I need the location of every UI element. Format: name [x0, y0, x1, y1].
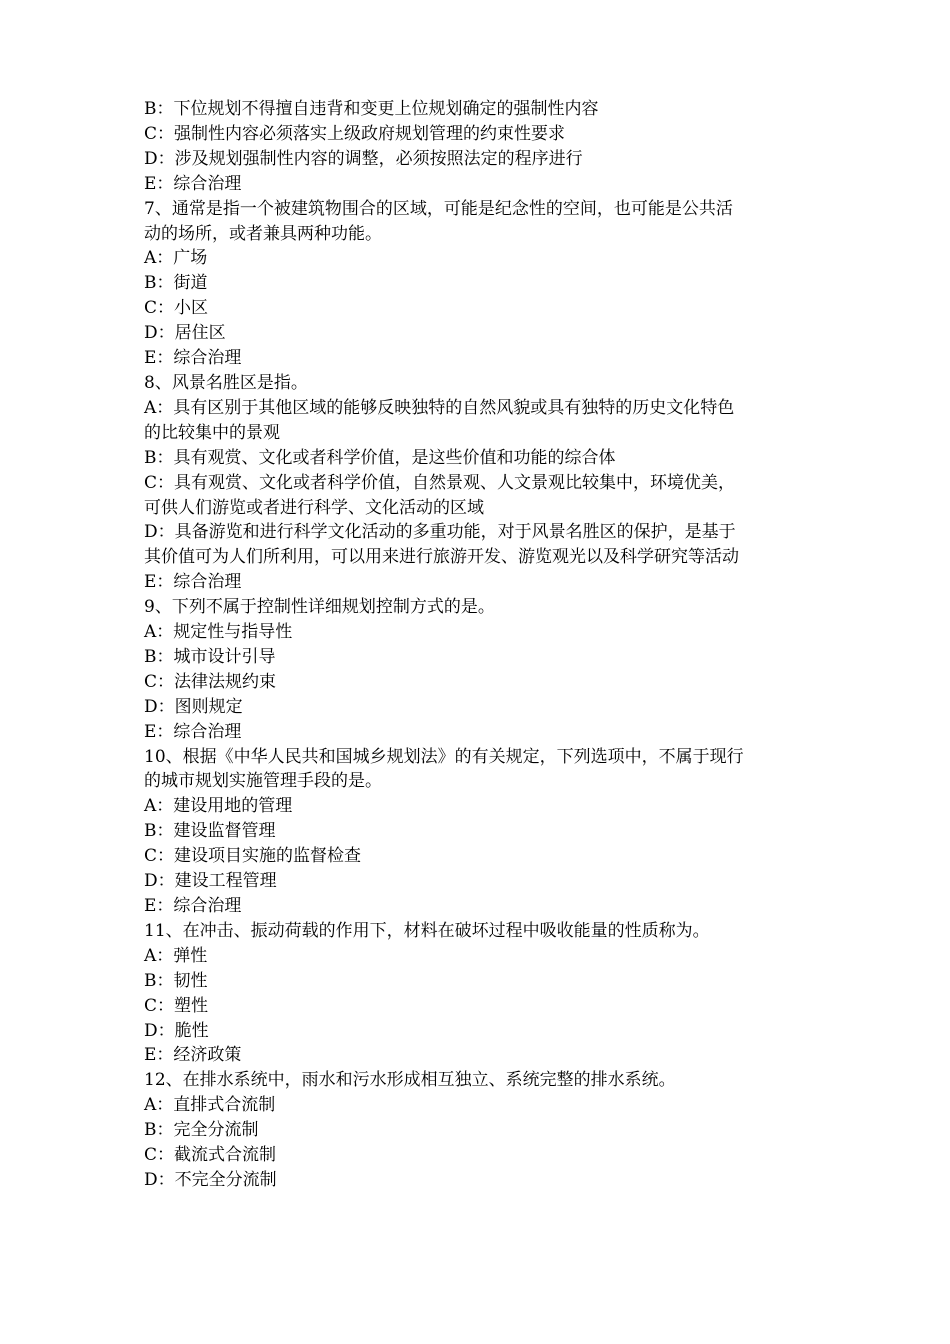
option-line: B：韧性 [144, 970, 208, 991]
option-line: E：综合治理 [144, 173, 242, 194]
continuation-options [144, 97, 816, 197]
option-line: A：直排式合流制 [144, 1095, 276, 1116]
option-line: E：综合治理 [144, 896, 242, 916]
question-10 [144, 745, 816, 919]
question-7 [144, 197, 816, 371]
option-line: D：脆性 [144, 1020, 209, 1041]
option-line: A：规定性与指导性 [144, 622, 293, 643]
option-line: C：强制性内容必须落实上级政府规划管理的约束性要求 [144, 123, 566, 144]
option-line: E：综合治理 [144, 721, 242, 742]
option-line: E：综合治理 [144, 572, 242, 593]
question-stem: 12、在排水系统中，雨水和污水形成相互独立、系统完整的排水系统。 [144, 1070, 676, 1091]
option-line: C：法律法规约束 [144, 671, 277, 692]
option-line: C：建设项目实施的监督检查 [144, 846, 362, 867]
option-line: B：下位规划不得擅自违背和变更上位规划确定的强制性内容 [144, 99, 599, 119]
option-line: E：综合治理 [144, 348, 242, 369]
option-line: 的比较集中的景观 [144, 422, 280, 443]
question-9 [144, 595, 816, 744]
option-line: C：具有观赏、文化或者科学价值，自然景观、人文景观比较集中，环境优美， [144, 472, 736, 493]
document-page [144, 97, 816, 1193]
question-stem: 7、通常是指一个被建筑物围合的区域，可能是纪念性的空间，也可能是公共活 [144, 198, 733, 219]
option-line: D：图则规定 [144, 696, 243, 717]
option-line: A：具有区别于其他区域的能够反映独特的自然风貌或具有独特的历史文化特色 [144, 397, 735, 418]
option-line: E：经济政策 [144, 1045, 242, 1066]
question-stem: 10、根据《中华人民共和国城乡规划法》的有关规定，下列选项中，不属于现行 [144, 746, 744, 767]
option-line: A：弹性 [144, 945, 208, 966]
option-line: C：塑性 [144, 995, 209, 1016]
question-stem: 的城市规划实施管理手段的是。 [144, 771, 382, 792]
option-line: B：完全分流制 [144, 1120, 259, 1141]
question-stem: 11、在冲击、振动荷载的作用下，材料在破坏过程中吸收能量的性质称为。 [144, 920, 710, 941]
question-8 [144, 371, 816, 595]
option-line: D：不完全分流制 [144, 1169, 277, 1190]
option-line: A：广场 [144, 248, 208, 269]
option-line: 其价值可为人们所利用，可以用来进行旅游开发、游览观光以及科学研究等活动 [144, 547, 739, 568]
question-12 [144, 1068, 816, 1193]
option-line: D：涉及规划强制性内容的调整，必须按照法定的程序进行 [144, 148, 583, 169]
option-line: B：街道 [144, 273, 208, 294]
option-line: C：小区 [144, 298, 209, 319]
option-line: B：具有观赏、文化或者科学价值，是这些价值和功能的综合体 [144, 447, 616, 468]
question-stem: 9、下列不属于控制性详细规划控制方式的是。 [144, 597, 495, 618]
option-line: B：建设监督管理 [144, 821, 276, 842]
option-line: C：截流式合流制 [144, 1145, 277, 1166]
option-line: D：建设工程管理 [144, 871, 277, 892]
option-line: A：建设用地的管理 [144, 796, 293, 817]
option-line: B：城市设计引导 [144, 646, 276, 667]
option-line: 可供人们游览或者进行科学、文化活动的区域 [144, 497, 484, 518]
question-stem: 动的场所，或者兼具两种功能。 [144, 223, 382, 244]
question-11 [144, 919, 816, 1068]
option-line: D：具备游览和进行科学文化活动的多重功能，对于风景名胜区的保护，是基于 [144, 522, 736, 543]
option-line: D：居住区 [144, 323, 226, 344]
question-stem: 8、风景名胜区是指。 [144, 372, 308, 393]
